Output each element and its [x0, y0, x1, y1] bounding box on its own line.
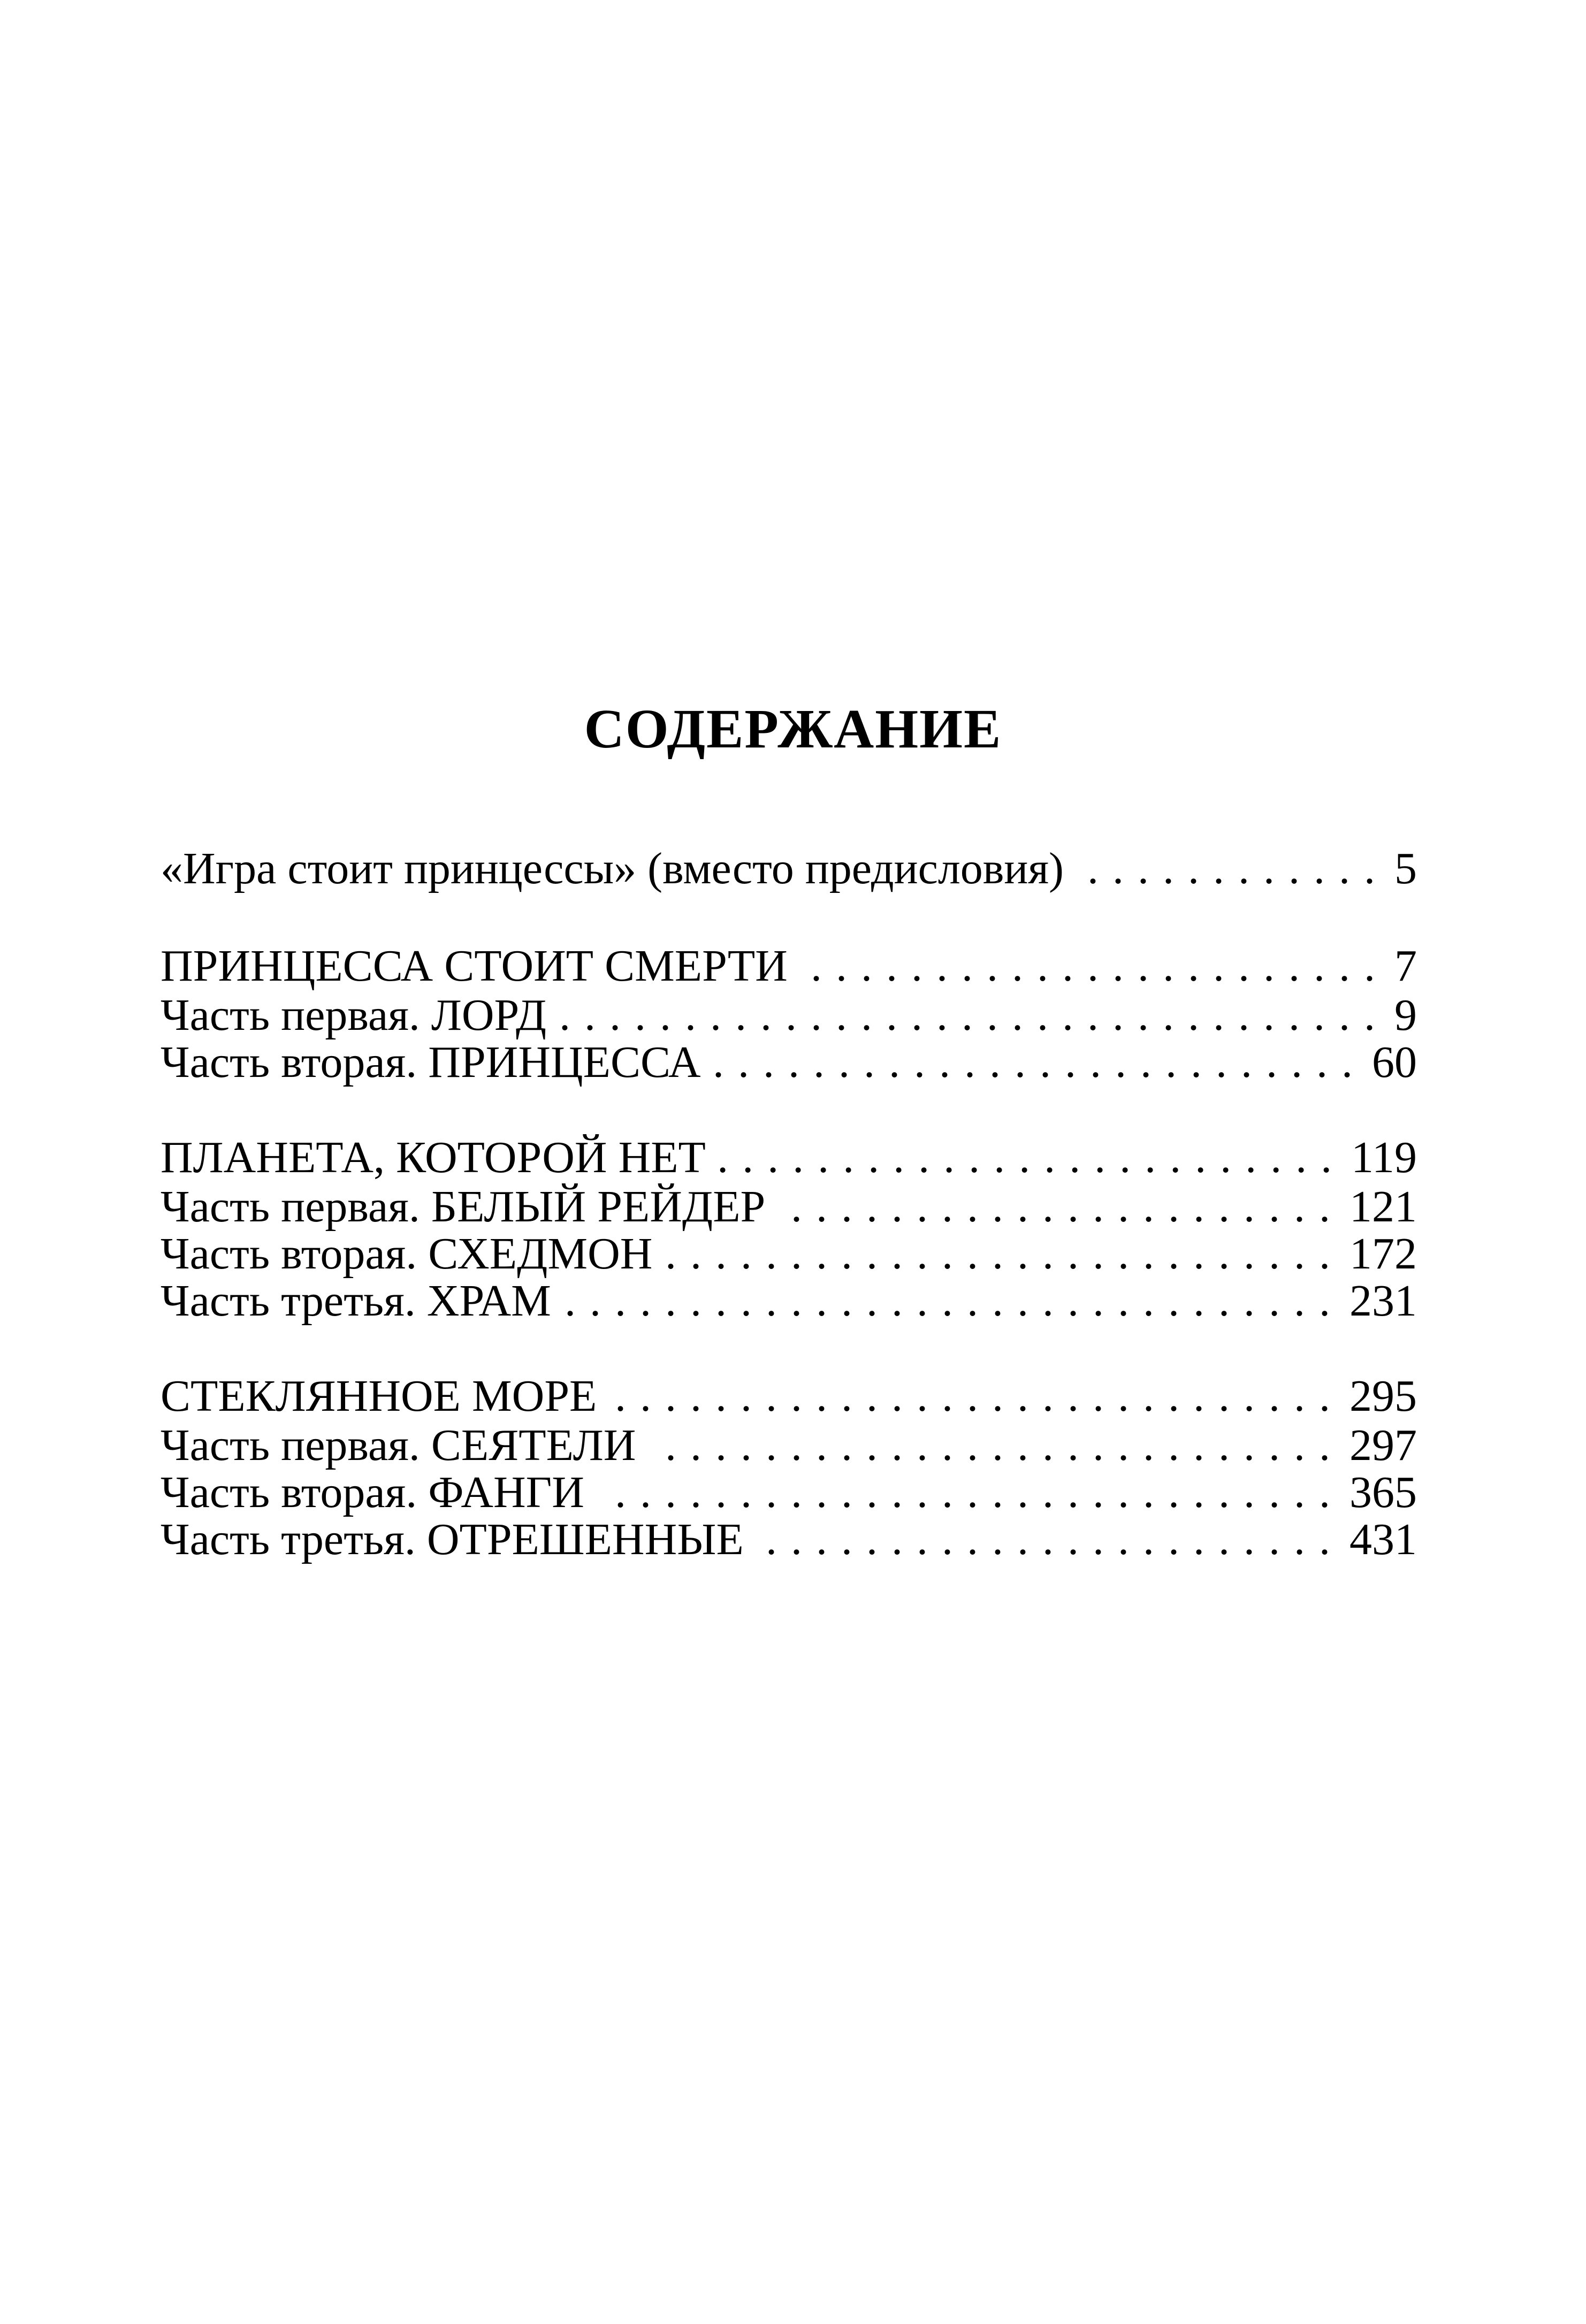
- toc-leader-dots: [1078, 845, 1389, 892]
- toc-entry-name: БЕЛЫЙ РЕЙДЕР: [431, 1182, 766, 1232]
- toc-group-book-2: [161, 1134, 1417, 1325]
- toc-entry-label: [161, 992, 546, 1039]
- toc-page-number: 9: [1394, 990, 1417, 1040]
- toc-page-number: 365: [1349, 1467, 1417, 1517]
- toc-entry-prefix: Часть третья.: [161, 1276, 416, 1326]
- toc-entry-label: [161, 1230, 652, 1278]
- toc-entry-book-title[interactable]: [161, 943, 1417, 992]
- toc-entry-name: ХРАМ: [426, 1276, 551, 1326]
- toc-entry-name: ПРИНЦЕССА: [428, 1037, 701, 1087]
- toc-leader-dots: [779, 1183, 1344, 1230]
- toc-entry-label: [161, 1422, 636, 1469]
- toc-entry-name: «Игра стоит принцессы» (вместо предисловия): [161, 844, 1064, 893]
- toc-entry-label: [161, 1183, 765, 1230]
- toc-entry-prefix: Часть вторая.: [161, 1037, 417, 1087]
- toc-leader-dots: [560, 992, 1389, 1039]
- toc-leader-dots: [715, 1039, 1367, 1086]
- toc-entry-prefix: Часть вторая.: [161, 1467, 417, 1517]
- toc-entry-name: ПРИНЦЕССА СТОИТ СМЕРТИ: [161, 941, 788, 991]
- toc-entry-name: ПЛАНЕТА, КОТОРОЙ НЕТ: [161, 1133, 706, 1182]
- toc-entry-part[interactable]: [161, 1469, 1417, 1516]
- toc-entry-label: [161, 1134, 706, 1181]
- toc-page-number: 297: [1349, 1420, 1417, 1470]
- toc-entry-label: [161, 1039, 701, 1086]
- toc-entry-label: [161, 1373, 597, 1420]
- toc-entry-part[interactable]: [161, 1516, 1417, 1563]
- toc-entry-label: [161, 1516, 744, 1563]
- toc-entry-label: [161, 845, 1064, 892]
- toc-page-number: 60: [1372, 1037, 1417, 1087]
- toc-leader-dots: [802, 943, 1389, 990]
- toc-entry-label: [161, 1278, 551, 1325]
- toc-entry-part[interactable]: [161, 992, 1417, 1039]
- toc-entry-prefix: Часть третья.: [161, 1515, 416, 1564]
- toc-group-book-3: [161, 1373, 1417, 1563]
- toc-leader-dots: [611, 1373, 1344, 1420]
- toc-entry-label: [161, 943, 788, 990]
- toc-entry-prefix: Часть вторая.: [161, 1229, 417, 1279]
- toc-entry-part[interactable]: [161, 1039, 1417, 1086]
- toc-leader-dots: [758, 1516, 1344, 1563]
- toc-entry-book-title[interactable]: [161, 1373, 1417, 1422]
- toc-page-number: 119: [1351, 1133, 1417, 1182]
- toc-entry-prefix: Часть первая.: [161, 1420, 420, 1470]
- toc-group-book-1: [161, 943, 1417, 1086]
- toc-entry-name: ФАНГИ: [428, 1467, 584, 1517]
- toc-page-number: 431: [1349, 1515, 1417, 1564]
- toc-leader-dots: [650, 1422, 1344, 1469]
- toc-page-number: 295: [1349, 1371, 1417, 1421]
- toc-entry-prefix: Часть первая.: [161, 990, 420, 1040]
- toc-entry[interactable]: [161, 845, 1417, 895]
- toc-entry-prefix: Часть первая.: [161, 1182, 420, 1232]
- toc-entry-label: [161, 1469, 584, 1516]
- toc-entry-part[interactable]: [161, 1183, 1417, 1230]
- toc-entry-part[interactable]: [161, 1230, 1417, 1278]
- toc-entry-part[interactable]: [161, 1422, 1417, 1469]
- table-of-contents: [161, 845, 1417, 1563]
- toc-group-preface: [161, 845, 1417, 895]
- toc-page-number: 231: [1349, 1276, 1417, 1326]
- page-title: СОДЕРЖАНИЕ: [584, 698, 1002, 760]
- toc-leader-dots: [598, 1469, 1344, 1516]
- toc-entry-name: ЛОРД: [431, 990, 547, 1040]
- toc-page-number: 7: [1394, 941, 1417, 991]
- toc-entry-name: СХЕДМОН: [428, 1229, 653, 1279]
- toc-entry-name: ОТРЕШЕННЫЕ: [426, 1515, 744, 1564]
- toc-page-number: 172: [1349, 1229, 1417, 1279]
- toc-entry-book-title[interactable]: [161, 1134, 1417, 1183]
- toc-entry-part[interactable]: [161, 1278, 1417, 1325]
- toc-leader-dots: [565, 1278, 1344, 1325]
- toc-page-number: 5: [1394, 844, 1417, 893]
- toc-leader-dots: [720, 1134, 1346, 1181]
- toc-leader-dots: [666, 1230, 1344, 1278]
- toc-page-number: 121: [1349, 1182, 1417, 1232]
- toc-entry-name: СЕЯТЕЛИ: [431, 1420, 636, 1470]
- toc-entry-name: СТЕКЛЯННОЕ МОРЕ: [161, 1371, 597, 1421]
